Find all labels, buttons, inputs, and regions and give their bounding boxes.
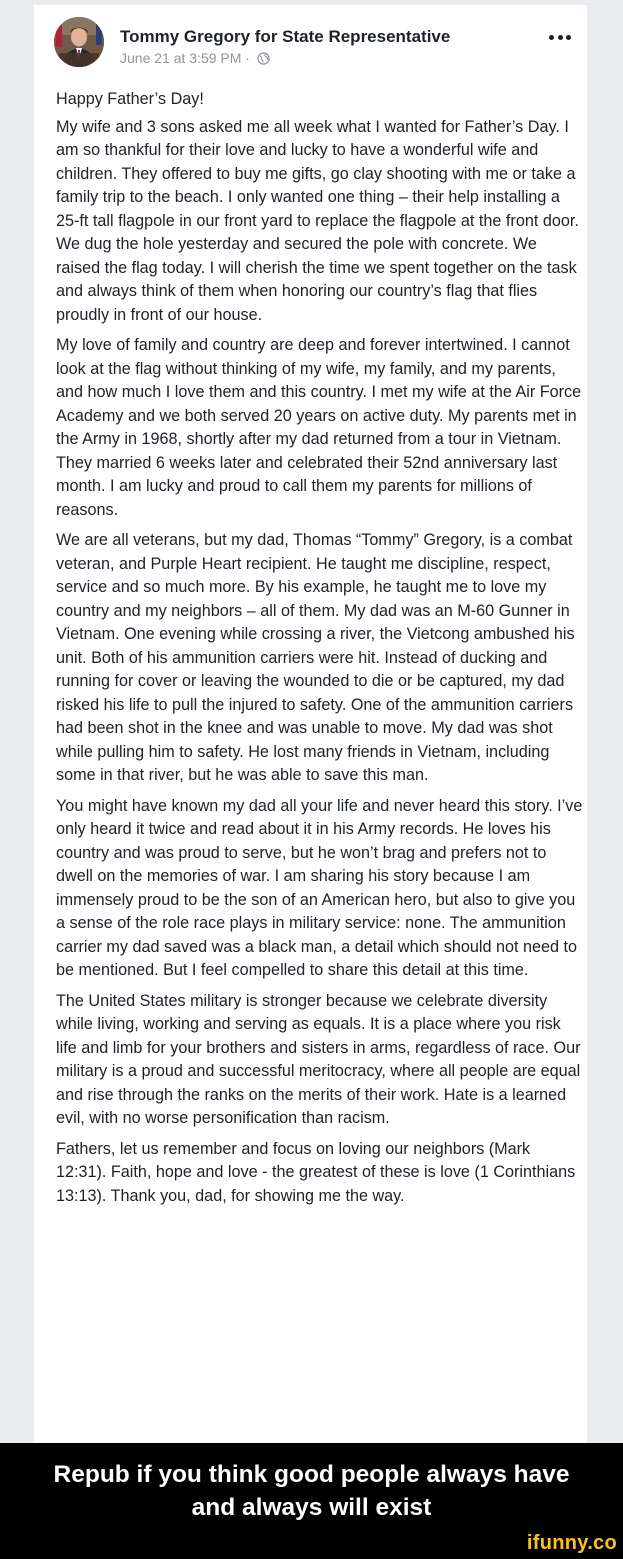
post-paragraph: Fathers, let us remember and focus on loving our neighbors (Mark 12:31). Faith, hope and love - the greatest of these is love (1 Corinthians 13:13). Thank you, dad, for showing me the way. [56,1139,576,1205]
post-meta [120,50,270,68]
post-timestamp[interactable]: June 21 at 3:59 PM · [120,50,254,66]
post-paragraph: My love of family and country are deep and forever intertwined. I cannot look at the flag without thinking of my wife, my family, and my parents, and how much I love them and this country. I met my wife at the Air Force Academy and we both served 20 years on active duty. My parents met in the Army in 1968, shortly after my dad returned from a tour in Vietnam. They married 6 weeks later and celebrated their 52nd anniversary last month. I am lucky and proud to call them my parents for millions of reasons. [56,336,582,519]
post-paragraph: You might have known my dad all your life and never heard this story. I’ve only heard it twice and read about it in his Army records. He loves his country and was proud to serve, but he won’t brag and prefers not to dwell on the memories of war. I am sharing his story because I am immensely proud to be the son of an American hero, but also to give you a sense of the role race plays in military service: none. The ammunition carrier my dad saved was a black man, a detail which should not need to be mentioned. But I feel compelled to share this detail at this time. [56,796,583,979]
post-paragraph: The United States military is stronger because we celebrate diversity while living, working and serving as equals. It is a place where you risk life and limb for your brothers and sisters in arms, regardless of race. Our military is a proud and successful meritocracy, where all people are equal and rise through the ranks on the merits of their work. Hate is a learned evil, with no worse personification than racism. [56,991,581,1127]
post-paragraph: Happy Father’s Day! [56,90,204,108]
globe-icon [257,52,270,68]
post-paragraph: My wife and 3 sons asked me all week what I wanted for Father’s Day. I am so thankful for their love and lucky to have a wonderful wife and children. They offered to buy me gifts, go clay shooting with me or take a family trip to the beach. I only wanted one thing – their help installing a 25-ft tall flagpole in our front yard to replace the flagpole at the front door. We dug the hole yesterday and secured the pole with concrete. We raised the flag today. I will cherish the time we spent together on the task and always think of them when honoring our country’s flag that flies proudly in front of our house. [56,117,579,324]
caption-line: and always will exist [191,1494,432,1521]
avatar-photo [54,17,104,67]
facebook-post-card [34,5,587,1443]
author-avatar[interactable] [54,17,104,67]
meme-caption [0,1458,623,1524]
more-options-icon[interactable] [549,35,571,41]
post-paragraph: We are all veterans, but my dad, Thomas “Tommy” Gregory, is a combat veteran, and Purple Heart recipient. He taught me discipline, respect, service and so much more. By his example, he taught me to love my country and my neighbors – all of them. My dad was an M-60 Gunner in Vietnam. One evening while crossing a river, the Vietcong ambushed his unit. Both of his ammunition carriers were hit. Instead of ducking and running for cover or leaving the wounded to die or be captured, my dad risked his life to pull the injured to safety. One of the ammunition carriers had been shot in the knee and was unable to move. My dad was shot while pulling him to safety. He lost many friends in Vietnam, including some in that river, but he was able to save this man. [56,531,575,784]
caption-line: Repub if you think good people always have [53,1461,570,1488]
post-body [56,88,584,1215]
ifunny-watermark: ifunny.co [526,1532,617,1554]
post-author-name[interactable]: Tommy Gregory for State Representative [120,27,451,46]
